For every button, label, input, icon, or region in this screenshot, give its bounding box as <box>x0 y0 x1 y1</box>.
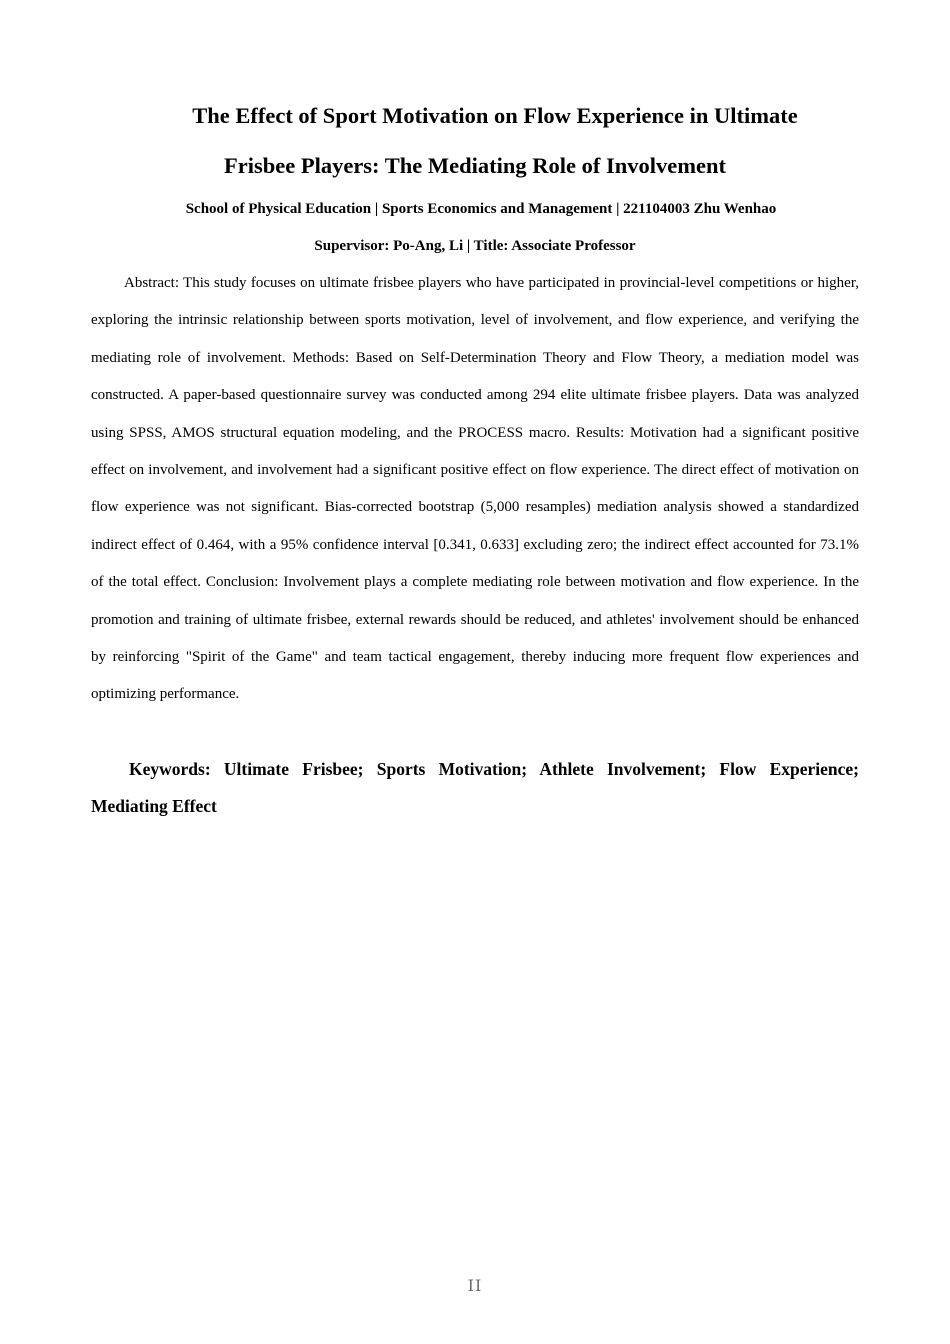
keywords-paragraph: Keywords: Ultimate Frisbee; Sports Motivation; Athlete Involvement; Flow Experience; Mediating Effect <box>91 759 859 817</box>
supervisor-info: Supervisor: Po-Ang, Li | Title: Associate Professor <box>314 238 636 254</box>
abstract-paragraph: Abstract: This study focuses on ultimate frisbee players who have participated in provincial-level competitions or higher, exploring the intrinsic relationship between sports motivation, level of involvement, and flow experience, and verifying the mediating role of involvement. Methods: Based on Self-Determination Theory and Flow Theory, a mediation model was constructed. A paper-based questionnaire survey was conducted among 294 elite ultimate frisbee players. Data was analyzed using SPSS, AMOS structural equation modeling, and the PROCESS macro. Results: Motivation had a significant positive effect on involvement, and involvement had a significant positive effect on flow experience. The direct effect of motivation on flow experience was not significant. Bias-corrected bootstrap (5,000 resamples) mediation analysis showed a standardized indirect effect of 0.464, with a 95% confidence interval [0.341, 0.633] excluding zero; the indirect effect accounted for 73.1% of the total effect. Conclusion: Involvement plays a complete mediating role between motivation and flow experience. In the promotion and training of ultimate frisbee, external rewards should be reduced, and athletes' involvement should be enhanced by reinforcing "Spirit of the Game" and team tactical engagement, thereby inducing more frequent flow experiences and optimizing performance. <box>91 275 859 703</box>
paper-title-line-1: The Effect of Sport Motivation on Flow Experience in Ultimate <box>192 103 798 128</box>
author-affiliation: School of Physical Education | Sports Economics and Management | 221104003 Zhu Wenhao <box>185 201 777 217</box>
paper-title-line-2: Frisbee Players: The Mediating Role of Involvement <box>223 153 726 178</box>
page-number: II <box>467 1276 483 1295</box>
